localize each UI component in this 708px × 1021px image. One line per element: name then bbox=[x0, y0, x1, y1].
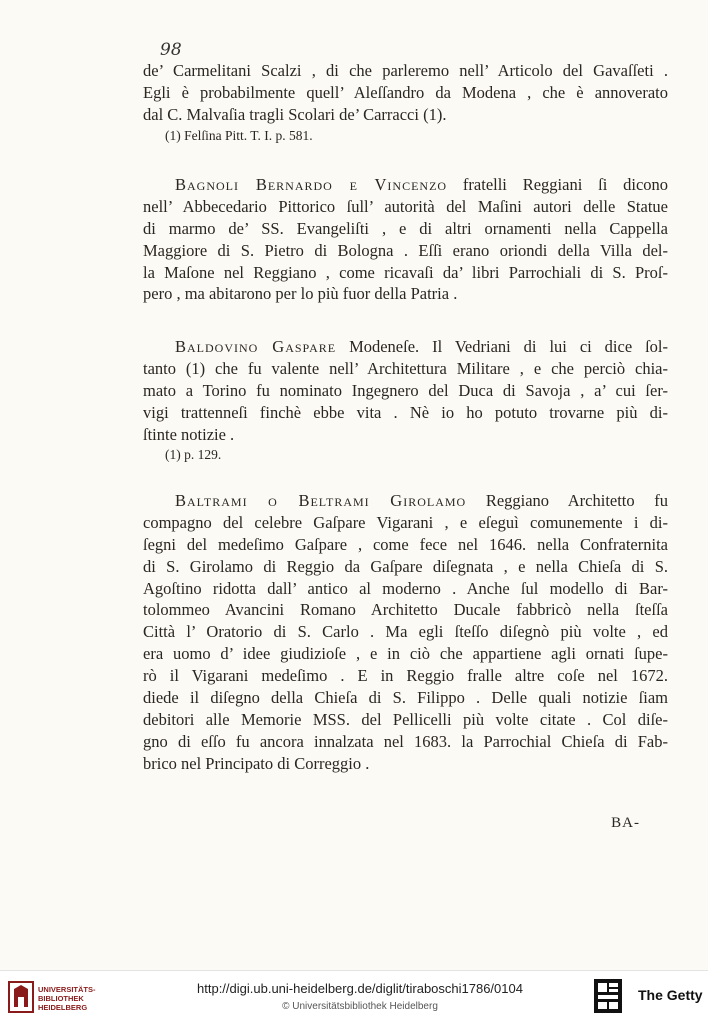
text-line: rò il Vigarani medeſimo . E in Reggio fralle altre coſe nel 1672. bbox=[143, 666, 668, 686]
text-line: tolommeo Avancini Romano Architetto Ducale fabbricò nella ſteſſa bbox=[143, 600, 668, 620]
text-line: diede il diſegno della Chieſa di S. Filippo . Delle quali notizie ſiam bbox=[143, 688, 668, 708]
text-line: la Maſone nel Reggiano , come ricavaſi da’ libri Parrochiali di S. Proſ- bbox=[143, 262, 668, 282]
text-line: gno di eſſo fu ancora innalzata nel 1683. la Parrochial Chieſa di Fab- bbox=[143, 731, 668, 751]
entry-heading: Bagnoli Bernardo e Vincenzo bbox=[175, 175, 448, 194]
text-line: nell’ Abbecedario Pittorico ſull’ autorità del Maſini autori delle Statue bbox=[143, 196, 668, 216]
text-line: de’ Carmelitani Scalzi , di che parleremo nell’ Articolo del Gavaſſeti . bbox=[143, 61, 668, 80]
entry-bagnoli bbox=[143, 174, 668, 305]
text-line: vigi trattenneſi finchè ebbe vita . Nè io ho potuto trovarne più di- bbox=[143, 402, 668, 422]
text-line: di S. Girolamo di Reggio da Gaſpare diſegnata , e nella Chieſa di S. bbox=[143, 556, 668, 576]
footnote: (1) p. 129. bbox=[165, 447, 222, 463]
getty-logo-icon[interactable] bbox=[594, 979, 622, 1013]
text-line: fratelli Reggiani ſi dicono bbox=[462, 175, 669, 194]
text-line: Egli è probabilmente quell’ Aleſſandro da Modena , che è annoverato bbox=[143, 82, 668, 102]
continuation-paragraph bbox=[143, 60, 668, 146]
library-name bbox=[38, 985, 96, 1012]
library-name-line: HEIDELBERG bbox=[38, 1003, 88, 1012]
text-line: Reggiano Architetto fu bbox=[485, 491, 668, 510]
permalink-url[interactable]: http://digi.ub.uni-heidelberg.de/diglit/tiraboschi1786/0104 bbox=[197, 981, 523, 996]
partner-name: The Getty bbox=[638, 987, 703, 1003]
entry-baldovino bbox=[143, 336, 668, 465]
page-number: 98 bbox=[160, 40, 182, 60]
library-name-line: BIBLIOTHEK bbox=[38, 994, 84, 1003]
text-line: Modeneſe. Il Vedriani di lui ci dice ſol- bbox=[349, 337, 669, 356]
text-line: pero , ma abitarono per lo più fuor della Patria . bbox=[143, 284, 458, 304]
text-line: brico nel Principato di Correggio . bbox=[143, 753, 370, 773]
text-line: tanto (1) che fu valente nell’ Architettura Militare , e che perciò chia- bbox=[143, 358, 668, 378]
text-line: di marmo de’ SS. Evangeliſti , e di altri ornamenti nella Cappella bbox=[143, 218, 668, 238]
text-line: Città l’ Oratorio di S. Carlo . Ma egli ſteſſo diſegnò più volte , ed bbox=[143, 622, 668, 642]
entry-baltrami bbox=[143, 490, 668, 775]
university-library-logo[interactable] bbox=[8, 979, 108, 1015]
entry-heading: Baldovino Gaspare bbox=[175, 337, 337, 356]
text-line: era uomo d’ idee giudizioſe , e in ciò che appartiene agli ornati ſupe- bbox=[143, 644, 668, 664]
text-line: compagno del celebre Gaſpare Vigarani , e eſeguì comunemente i di- bbox=[143, 512, 668, 532]
viewer-footer bbox=[0, 970, 708, 1021]
text-line: Maggiore di S. Pietro di Bologna . Eſſi erano oriondi della Villa del- bbox=[143, 240, 668, 260]
library-name-line: UNIVERSITÄTS- bbox=[38, 985, 96, 994]
text-line: ſegni del medeſimo Gaſpare , come fece nel 1646. nella Confraternita bbox=[143, 534, 668, 554]
text-line: debitori alle Memorie MSS. del Pellicelli più volte citate . Col diſe- bbox=[143, 709, 668, 729]
text-line: dal C. Malvaſia tragli Scolari de’ Carracci (1). bbox=[143, 104, 447, 124]
entry-heading: Baltrami o Beltrami Girolamo bbox=[175, 491, 467, 510]
text-line: Agoſtino ridotta dall’ antico al moderno . Anche ſul modello di Bar- bbox=[143, 578, 668, 598]
library-seal-icon bbox=[8, 981, 34, 1013]
footnote: (1) Felſina Pitt. T. I. p. 581. bbox=[165, 127, 313, 143]
catchword: BA- bbox=[611, 815, 640, 831]
text-line: mato a Torino fu nominato Ingegnero del Duca di Savoja , a’ cui ſer- bbox=[143, 380, 668, 400]
text-line: ſtinte notizie . bbox=[143, 424, 235, 444]
copyright-notice: © Universitätsbibliothek Heidelberg bbox=[282, 1001, 438, 1012]
